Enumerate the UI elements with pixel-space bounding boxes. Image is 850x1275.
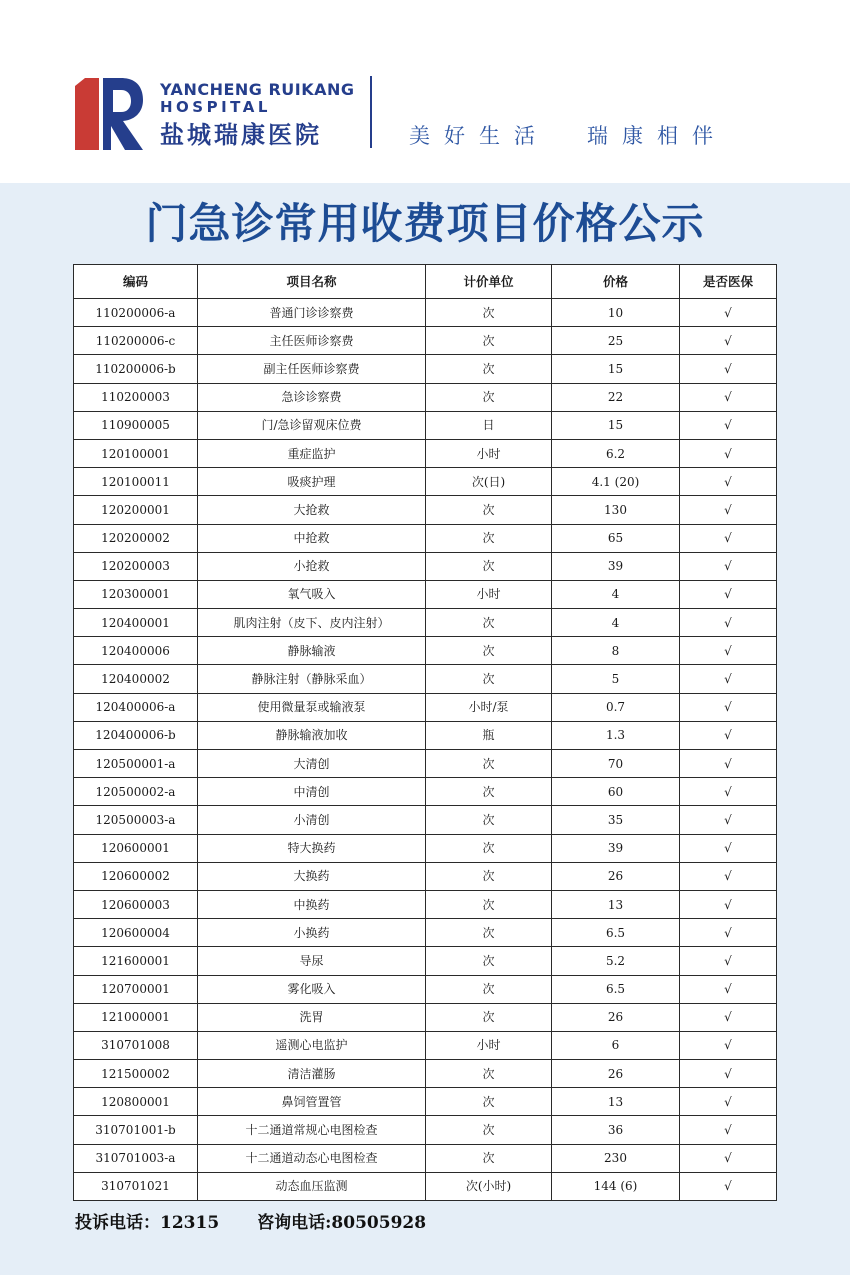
cell-code: 120500001-a: [74, 750, 198, 778]
cell-item-name: 氧气吸入: [198, 580, 426, 608]
cell-item-name: 清洁灌肠: [198, 1060, 426, 1088]
cell-code: 120400006-b: [74, 721, 198, 749]
cell-unit: 次: [426, 778, 552, 806]
cell-item-name: 普通门诊诊察费: [198, 299, 426, 327]
cell-unit: 次: [426, 1003, 552, 1031]
table-row: [74, 919, 777, 947]
cell-price: 22: [552, 383, 680, 411]
cell-code: 110900005: [74, 411, 198, 439]
cell-unit: 次(日): [426, 468, 552, 496]
cell-unit: 次: [426, 524, 552, 552]
table-row: [74, 778, 777, 806]
table-row: [74, 1088, 777, 1116]
cell-unit: 次: [426, 947, 552, 975]
cell-price: 35: [552, 806, 680, 834]
cell-price: 5.2: [552, 947, 680, 975]
cell-insurance: √: [680, 975, 777, 1003]
cell-price: 15: [552, 411, 680, 439]
cell-code: 120500003-a: [74, 806, 198, 834]
page-title: 门急诊常用收费项目价格公示: [145, 199, 705, 248]
cell-price: 10: [552, 299, 680, 327]
column-header-item-name: 项目名称: [198, 265, 426, 299]
logo-chinese-name: 盐城瑞康医院: [160, 121, 322, 149]
cell-item-name: 静脉输液: [198, 637, 426, 665]
cell-item-name: 主任医师诊察费: [198, 327, 426, 355]
cell-item-name: 小抢救: [198, 552, 426, 580]
cell-item-name: 吸痰护理: [198, 468, 426, 496]
cell-item-name: 小换药: [198, 919, 426, 947]
cell-code: 120600001: [74, 834, 198, 862]
cell-insurance: √: [680, 383, 777, 411]
table-row: [74, 496, 777, 524]
cell-item-name: 动态血压监测: [198, 1172, 426, 1200]
cell-unit: 瓶: [426, 721, 552, 749]
cell-price: 25: [552, 327, 680, 355]
cell-item-name: 使用微量泵或输液泵: [198, 693, 426, 721]
cell-code: 310701003-a: [74, 1144, 198, 1172]
cell-unit: 次: [426, 496, 552, 524]
cell-unit: 次: [426, 355, 552, 383]
table-row: [74, 975, 777, 1003]
cell-insurance: √: [680, 919, 777, 947]
cell-insurance: √: [680, 355, 777, 383]
cell-price: 70: [552, 750, 680, 778]
column-header-price: 价格: [552, 265, 680, 299]
price-table-body: [74, 299, 777, 1201]
cell-unit: 次: [426, 890, 552, 918]
table-row: [74, 890, 777, 918]
cell-unit: 日: [426, 411, 552, 439]
cell-price: 26: [552, 1060, 680, 1088]
table-row: [74, 1060, 777, 1088]
cell-price: 4: [552, 609, 680, 637]
cell-unit: 次: [426, 1144, 552, 1172]
table-row: [74, 609, 777, 637]
hospital-logo-icon: [75, 76, 145, 150]
cell-item-name: 遥测心电监护: [198, 1031, 426, 1059]
cell-insurance: √: [680, 439, 777, 467]
cell-price: 6.2: [552, 439, 680, 467]
cell-unit: 小时: [426, 580, 552, 608]
cell-price: 60: [552, 778, 680, 806]
cell-item-name: 肌肉注射（皮下、皮内注射）: [198, 609, 426, 637]
cell-item-name: 静脉注射（静脉采血）: [198, 665, 426, 693]
cell-insurance: √: [680, 750, 777, 778]
table-row: [74, 580, 777, 608]
cell-insurance: √: [680, 609, 777, 637]
complaint-phone: 投诉电话：12315: [75, 1213, 220, 1233]
cell-item-name: 静脉输液加收: [198, 721, 426, 749]
cell-code: 120800001: [74, 1088, 198, 1116]
cell-insurance: √: [680, 693, 777, 721]
table-row: [74, 693, 777, 721]
cell-code: 120400001: [74, 609, 198, 637]
cell-item-name: 门/急诊留观床位费: [198, 411, 426, 439]
cell-unit: 次: [426, 1088, 552, 1116]
cell-code: 310701008: [74, 1031, 198, 1059]
cell-price: 130: [552, 496, 680, 524]
cell-item-name: 十二通道动态心电图检查: [198, 1144, 426, 1172]
cell-price: 5: [552, 665, 680, 693]
table-row: [74, 1144, 777, 1172]
cell-price: 26: [552, 862, 680, 890]
cell-insurance: √: [680, 327, 777, 355]
slogan-part-1: 美好生活: [409, 124, 549, 148]
cell-insurance: √: [680, 1031, 777, 1059]
cell-insurance: √: [680, 1060, 777, 1088]
column-header-code: 编码: [74, 265, 198, 299]
table-row: [74, 411, 777, 439]
column-header-unit: 计价单位: [426, 265, 552, 299]
cell-item-name: 小清创: [198, 806, 426, 834]
cell-code: 310701021: [74, 1172, 198, 1200]
table-row: [74, 355, 777, 383]
cell-price: 6: [552, 1031, 680, 1059]
cell-code: 120700001: [74, 975, 198, 1003]
table-row: [74, 862, 777, 890]
table-row: [74, 327, 777, 355]
logo-english-hospital: HOSPITAL: [160, 98, 271, 116]
cell-insurance: √: [680, 411, 777, 439]
cell-price: 8: [552, 637, 680, 665]
cell-unit: 次: [426, 299, 552, 327]
logo-divider: [370, 76, 372, 148]
cell-insurance: √: [680, 468, 777, 496]
cell-price: 0.7: [552, 693, 680, 721]
cell-unit: 次: [426, 1116, 552, 1144]
cell-code: 110200006-c: [74, 327, 198, 355]
cell-unit: 小时: [426, 439, 552, 467]
cell-price: 4.1 (20): [552, 468, 680, 496]
cell-unit: 次: [426, 383, 552, 411]
cell-unit: 次: [426, 609, 552, 637]
cell-price: 6.5: [552, 919, 680, 947]
cell-code: 120200003: [74, 552, 198, 580]
cell-unit: 次: [426, 806, 552, 834]
cell-code: 110200003: [74, 383, 198, 411]
cell-item-name: 大清创: [198, 750, 426, 778]
cell-insurance: √: [680, 1172, 777, 1200]
cell-code: 120400002: [74, 665, 198, 693]
cell-code: 120600003: [74, 890, 198, 918]
cell-insurance: √: [680, 834, 777, 862]
cell-item-name: 十二通道常规心电图检查: [198, 1116, 426, 1144]
cell-price: 15: [552, 355, 680, 383]
cell-insurance: √: [680, 637, 777, 665]
cell-unit: 次(小时): [426, 1172, 552, 1200]
consult-phone: 咨询电话:80505928: [257, 1213, 427, 1233]
cell-insurance: √: [680, 299, 777, 327]
cell-price: 26: [552, 1003, 680, 1031]
cell-item-name: 中清创: [198, 778, 426, 806]
cell-item-name: 洗胃: [198, 1003, 426, 1031]
cell-code: 121600001: [74, 947, 198, 975]
cell-unit: 次: [426, 975, 552, 1003]
table-row: [74, 947, 777, 975]
cell-unit: 次: [426, 327, 552, 355]
cell-insurance: √: [680, 778, 777, 806]
table-row: [74, 383, 777, 411]
table-row: [74, 834, 777, 862]
cell-code: 110200006-b: [74, 355, 198, 383]
cell-item-name: 急诊诊察费: [198, 383, 426, 411]
cell-insurance: √: [680, 496, 777, 524]
cell-code: 120400006: [74, 637, 198, 665]
cell-price: 13: [552, 890, 680, 918]
cell-unit: 次: [426, 552, 552, 580]
cell-unit: 次: [426, 834, 552, 862]
cell-price: 65: [552, 524, 680, 552]
cell-insurance: √: [680, 947, 777, 975]
cell-insurance: √: [680, 721, 777, 749]
cell-code: 110200006-a: [74, 299, 198, 327]
cell-insurance: √: [680, 1003, 777, 1031]
cell-price: 36: [552, 1116, 680, 1144]
cell-price: 39: [552, 834, 680, 862]
table-row: [74, 637, 777, 665]
cell-item-name: 特大换药: [198, 834, 426, 862]
table-row: [74, 721, 777, 749]
cell-code: 120500002-a: [74, 778, 198, 806]
cell-unit: 次: [426, 1060, 552, 1088]
cell-price: 13: [552, 1088, 680, 1116]
cell-item-name: 中抢救: [198, 524, 426, 552]
cell-insurance: √: [680, 665, 777, 693]
cell-code: 120400006-a: [74, 693, 198, 721]
slogan-part-2: 瑞康相伴: [587, 124, 727, 148]
cell-code: 120600004: [74, 919, 198, 947]
cell-item-name: 中换药: [198, 890, 426, 918]
table-row: [74, 552, 777, 580]
cell-unit: 次: [426, 750, 552, 778]
cell-unit: 次: [426, 862, 552, 890]
footer-contacts: [75, 1208, 426, 1233]
cell-insurance: √: [680, 1088, 777, 1116]
cell-item-name: 大抢救: [198, 496, 426, 524]
cell-code: 120300001: [74, 580, 198, 608]
cell-item-name: 大换药: [198, 862, 426, 890]
logo-english-name: YANCHENG RUIKANG: [160, 80, 355, 99]
cell-price: 6.5: [552, 975, 680, 1003]
cell-unit: 次: [426, 665, 552, 693]
cell-code: 121000001: [74, 1003, 198, 1031]
cell-code: 120100001: [74, 439, 198, 467]
price-table: [73, 264, 777, 1201]
table-row: [74, 299, 777, 327]
cell-code: 310701001-b: [74, 1116, 198, 1144]
table-row: [74, 439, 777, 467]
cell-price: 39: [552, 552, 680, 580]
slogan: [409, 120, 727, 150]
cell-code: 120100011: [74, 468, 198, 496]
cell-item-name: 鼻饲管置管: [198, 1088, 426, 1116]
table-row: [74, 1003, 777, 1031]
cell-unit: 次: [426, 637, 552, 665]
cell-price: 230: [552, 1144, 680, 1172]
cell-code: 121500002: [74, 1060, 198, 1088]
cell-insurance: √: [680, 862, 777, 890]
cell-price: 4: [552, 580, 680, 608]
table-row: [74, 750, 777, 778]
table-row: [74, 806, 777, 834]
cell-insurance: √: [680, 890, 777, 918]
cell-price: 1.3: [552, 721, 680, 749]
table-row: [74, 1172, 777, 1200]
table-row: [74, 1031, 777, 1059]
cell-unit: 次: [426, 919, 552, 947]
table-row: [74, 1116, 777, 1144]
cell-item-name: 重症监护: [198, 439, 426, 467]
cell-unit: 小时: [426, 1031, 552, 1059]
cell-price: 144 (6): [552, 1172, 680, 1200]
cell-insurance: √: [680, 580, 777, 608]
table-row: [74, 468, 777, 496]
cell-insurance: √: [680, 1116, 777, 1144]
cell-item-name: 雾化吸入: [198, 975, 426, 1003]
cell-code: 120200002: [74, 524, 198, 552]
cell-code: 120600002: [74, 862, 198, 890]
cell-item-name: 副主任医师诊察费: [198, 355, 426, 383]
cell-item-name: 导尿: [198, 947, 426, 975]
page-header: [0, 0, 850, 183]
cell-insurance: √: [680, 1144, 777, 1172]
cell-code: 120200001: [74, 496, 198, 524]
table-row: [74, 524, 777, 552]
table-row: [74, 665, 777, 693]
cell-unit: 小时/泵: [426, 693, 552, 721]
cell-insurance: √: [680, 806, 777, 834]
table-header-row: [74, 265, 777, 299]
cell-insurance: √: [680, 524, 777, 552]
column-header-insurance: 是否医保: [680, 265, 777, 299]
cell-insurance: √: [680, 552, 777, 580]
